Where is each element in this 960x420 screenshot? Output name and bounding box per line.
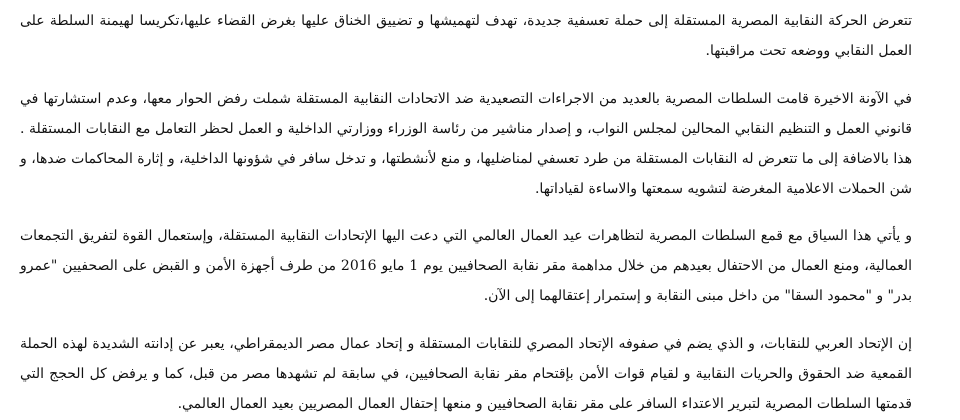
- paragraph-mayday: و يأتي هذا السياق مع قمع السلطات المصرية لتظاهرات عيد العمال العالمي التي دعت اليها الإتحادات النقابية المستقلة، وإستعمال القوة لتفريق التجمعات العمالية، ومنع العمال من الاحتفال بعيدهم من خلال مداهمة مقر نقابة الصحافيين يوم 1 مايو 2016 من طرف أجهزة الأمن و القبض على الصحفيين "عمرو بدر" و "محمود السقا" من داخل مبنى النقابة و إستمرار إعتقالهما إلى الآن.: [20, 228, 912, 304]
- paragraph-escalation: في الآونة الاخيرة قامت السلطات المصرية بالعديد من الاجراءات التصعيدية ضد الاتحادات النقابية المستقلة شملت رفض الحوار معها، وعدم استشارتها في قانوني العمل و التنظيم النقابي المحالين لمجلس النواب، و إصدار مناشير من رئاسة الوزراء ووزارتي الداخلية و العمل لحظر التعامل مع النقابات المستقلة . هذا بالاضافة إلى ما تتعرض له النقابات المستقلة من طرد تعسفي لمناضليها، و منع لأنشطتها، و تدخل سافر في شؤونها الداخلية، و إثارة المحاكمات ضدها، و شن الحملات الاعلامية المغرضة لتشويه سمعتها والاساءة لقياداتها.: [20, 91, 912, 197]
- paragraph-intro: تتعرض الحركة النقابية المصرية المستقلة إلى حملة تعسفية جديدة، تهدف لتهميشها و تضييق الخناق عليها بغرض القضاء عليها،تكريسا لهيمنة السلطة على العمل النقابي ووضعه تحت مراقبتها.: [20, 13, 912, 59]
- paragraph-condemnation: إن الإتحاد العربي للنقابات، و الذي يضم في صفوفه الإتحاد المصري للنقابات المستقلة و إتحاد عمال مصر الديمقراطي، يعبر عن إدانته الشديدة لهذه الحملة القمعية ضد الحقوق والحريات النقابية و لقيام قوات الأمن بإقتحام مقر نقابة الصحافيين، في سابقة لم تشهدها مصر من قبل، كما و يرفض كل الحجج التي قدمتها السلطات المصرية لتبرير الاعتداء السافر على مقر نقابة الصحافيين و منعها إحتفال العمال المصريين بعيد العمال العالمي.: [20, 336, 912, 412]
